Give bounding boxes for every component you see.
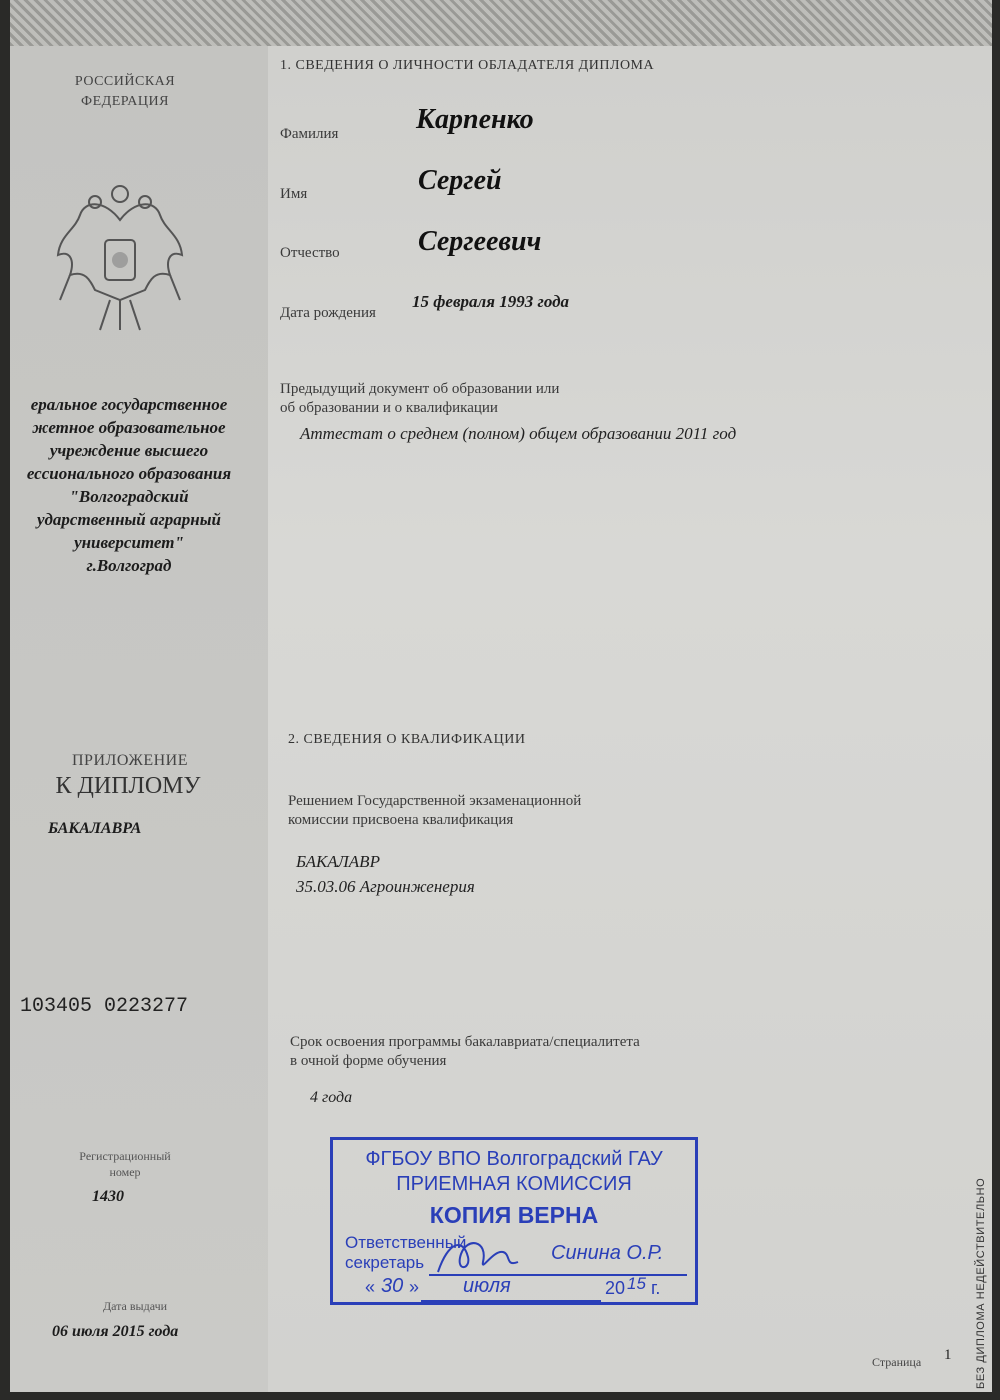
surname-label: Фамилия: [280, 126, 339, 142]
stamp-line-3: КОПИЯ ВЕРНА: [429, 1202, 599, 1228]
date-line: [421, 1300, 601, 1302]
section-1-heading: 1. СВЕДЕНИЯ О ЛИЧНОСТИ ОБЛАДАТЕЛЯ ДИПЛОМА: [280, 58, 655, 73]
registration-label-line-1: Регистрационный: [79, 1149, 171, 1163]
institution-line: ударственный аграрный: [37, 510, 221, 529]
institution-line: жетное образовательное: [32, 418, 226, 437]
registration-label-line-2: номер: [109, 1165, 141, 1179]
double-headed-eagle-emblem: [50, 180, 190, 340]
country-line-1: РОССИЙСКАЯ: [74, 74, 176, 89]
institution-line: г.Волгоград: [86, 556, 172, 575]
previous-document-value: Аттестат о среднем (полном) общем образовании 2011 год: [300, 424, 737, 443]
stamp-line-1: ФГБОУ ВПО Волгоградский ГАУ: [365, 1148, 663, 1170]
study-term-value: 4 года: [310, 1089, 353, 1106]
diploma-appendix-page: [10, 0, 992, 1392]
page-number: 1: [944, 1347, 952, 1363]
institution-line: еральное государственное: [30, 395, 228, 414]
name-label: Имя: [280, 186, 308, 202]
date-close-quote: »: [409, 1277, 420, 1297]
patronymic-label: Отчество: [280, 245, 340, 261]
surname-value: Карпенко: [416, 104, 534, 135]
degree-level: БАКАЛАВРА: [48, 820, 142, 837]
date-day: 30: [381, 1275, 404, 1297]
decision-line-2: комиссии присвоена квалификация: [288, 812, 514, 828]
study-term-line-1: Срок освоения программы бакалавриата/специалитета: [290, 1034, 640, 1050]
qualification-decision-label: [288, 792, 581, 830]
study-term-line-2: в очной форме обучения: [290, 1053, 447, 1069]
birth-date-value: 15 февраля 1993 года: [412, 292, 570, 311]
issue-date-label: Дата выдачи: [102, 1299, 168, 1313]
institution-line: ессионального образования: [26, 464, 232, 483]
institution-name: [10, 393, 264, 577]
year-prefix: 20: [605, 1278, 626, 1298]
previous-document-label-line-2: об образовании и о квалификации: [280, 400, 498, 416]
institution-line: учреждение высшего: [49, 441, 209, 460]
specialty-value: 35.03.06 Агроинженерия: [296, 877, 475, 896]
country-title: [50, 72, 200, 112]
appendix-title-line-1: ПРИЛОЖЕНИЕ: [71, 752, 188, 769]
country-line-2: ФЕДЕРАЦИЯ: [81, 94, 169, 109]
handwritten-signature: [433, 1232, 523, 1278]
registration-label: [60, 1148, 190, 1180]
stamp-responsible-label: Ответственный: [345, 1233, 467, 1252]
signature-name: Синина О.Р.: [551, 1242, 664, 1264]
guilloche-border: [10, 0, 992, 46]
certified-copy-stamp: [330, 1137, 698, 1305]
side-validity-note: БЕЗ ДИПЛОМА НЕДЕЙСТВИТЕЛЬНО: [975, 1177, 987, 1389]
year-end: г.: [651, 1278, 661, 1298]
stamp-line-2: ПРИЕМНАЯ КОМИССИЯ: [396, 1173, 632, 1195]
section-2-heading: 2. СВЕДЕНИЯ О КВАЛИФИКАЦИИ: [288, 732, 526, 747]
page-label: Страница: [872, 1355, 922, 1369]
stamp-secretary-label: секретарь: [345, 1253, 425, 1272]
patronymic-value: Сергеевич: [418, 226, 542, 257]
institution-line: университет": [74, 533, 184, 552]
previous-document-label: [280, 380, 559, 418]
year-suffix: 15: [627, 1274, 646, 1293]
issue-date: 06 июля 2015 года: [52, 1323, 179, 1340]
institution-line: "Волгоградский: [69, 487, 189, 506]
appendix-title-line-2: К ДИПЛОМУ: [55, 773, 201, 799]
registration-number: 1430: [92, 1188, 124, 1205]
date-open-quote: «: [365, 1277, 376, 1297]
previous-document-label-line-1: Предыдущий документ об образовании или: [280, 381, 560, 397]
serial-number: 103405 0223277: [20, 995, 189, 1018]
study-term-label: [290, 1033, 640, 1071]
birth-date-label: Дата рождения: [280, 305, 376, 321]
decision-line-1: Решением Государственной экзаменационной: [288, 793, 582, 809]
name-value: Сергей: [418, 165, 502, 196]
date-month: июля: [463, 1275, 511, 1297]
qualification-value: БАКАЛАВР: [296, 852, 380, 871]
